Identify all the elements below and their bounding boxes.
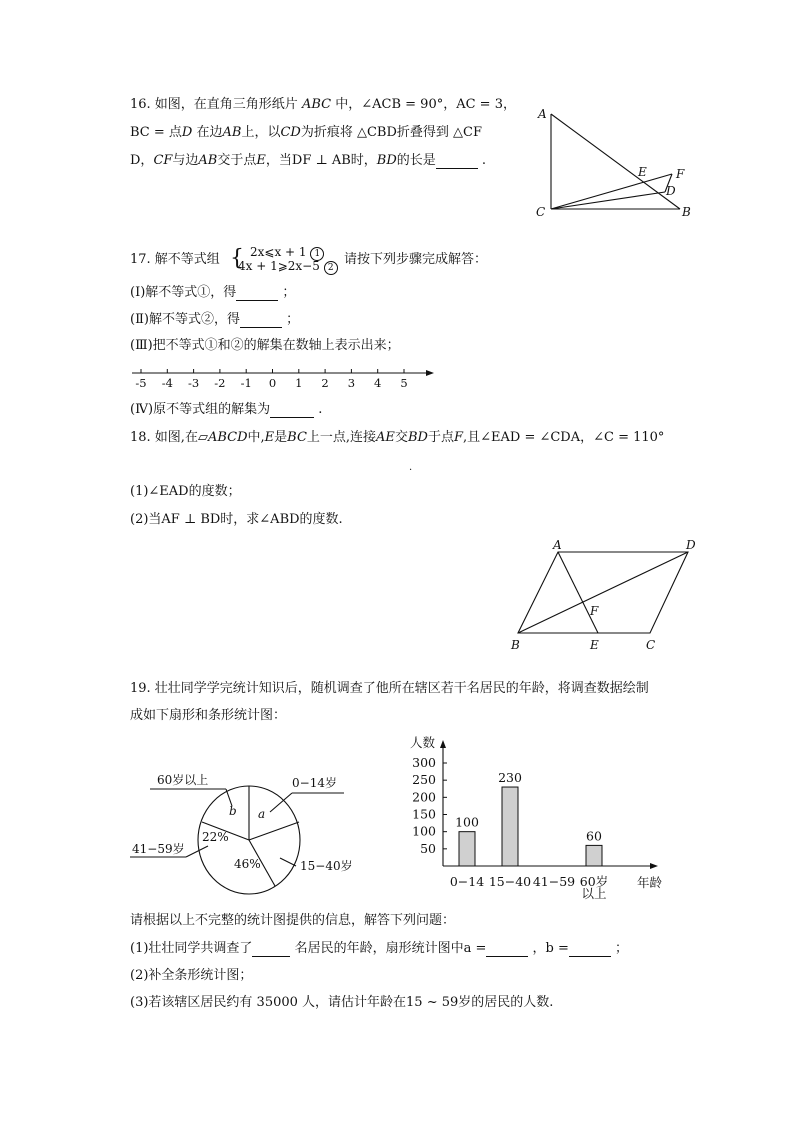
bar-value-label: 60	[586, 828, 602, 844]
q17-lead: 17. 解不等式组	[130, 252, 220, 267]
q17-step4-blank[interactable]	[270, 404, 314, 418]
bar-60岁以上	[586, 845, 602, 866]
q19-line1: 19. 壮壮同学学完统计知识后，随机调查了他所在辖区若干名居民的年龄，将调查数据绘制	[130, 681, 649, 696]
q18-part2: (2)当AF ⊥ BD时，求∠ABD的度数.	[130, 512, 343, 527]
q17-tick-label: -1	[240, 376, 252, 390]
q17-step4: (Ⅳ)原不等式组的解集为 .	[130, 402, 323, 417]
q18-parallelogram-ABCD	[518, 552, 688, 633]
bar-ytick-label: 100	[412, 823, 436, 839]
q17-tick-label: -5	[135, 376, 147, 390]
q19-total-blank[interactable]	[252, 943, 290, 957]
q17-brace: {	[230, 246, 244, 271]
q17-axis-arrow	[426, 370, 434, 376]
pie-label-60: 60岁以上	[157, 773, 209, 787]
q17-tick-label: 2	[321, 376, 329, 390]
q17-tick-label: -3	[187, 376, 200, 390]
q18-label-C: C	[646, 638, 656, 652]
q17-tick-label: 5	[400, 376, 408, 390]
bar-value-label: 230	[498, 770, 522, 786]
pie-radius-left	[202, 822, 249, 840]
q16-segment-CD	[551, 192, 665, 209]
bar-ytick-label: 50	[420, 840, 436, 856]
bar-ytick-label: 250	[412, 772, 436, 788]
q18-segment-AE	[558, 552, 598, 633]
q17-tick-label: 0	[268, 376, 277, 390]
bar-ytick-label: 150	[412, 806, 436, 822]
q18-label-F: F	[590, 604, 599, 618]
q17-tick-label: -2	[214, 376, 226, 390]
q17-step3: (Ⅲ)把不等式①和②的解集在数轴上表示出来；	[130, 338, 400, 353]
q17-tick-label: 4	[374, 376, 382, 390]
q18-part1: (1)∠EAD的度数；	[130, 484, 241, 499]
bar-value-label: 100	[455, 814, 479, 830]
pie-label-0-14: 0−14岁	[292, 776, 337, 790]
q18-label-E: E	[590, 638, 599, 652]
q17-step1-blank[interactable]	[236, 287, 278, 301]
q16-line3: D，CF与边AB交于点E，当DF ⊥ AB时，BD的长是 .	[130, 153, 487, 168]
bar-ytick-label: 300	[412, 755, 436, 770]
pie-circle	[198, 786, 300, 894]
leader-41-59b	[186, 846, 208, 857]
pie-slice-46: 46%	[234, 857, 261, 871]
q17-step1: (Ⅰ)解不等式①，得 ；	[130, 285, 296, 300]
q19-part3: (3)若该辖区居民约有 35000 人，请估计年龄在15 ~ 59岁的居民的人数.	[130, 995, 554, 1010]
pie-radius-bottom	[249, 840, 275, 886]
bar-ytick-label: 200	[412, 789, 436, 805]
pie-slice-22: 22%	[202, 830, 229, 844]
q16-label-B: B	[682, 205, 691, 219]
bar-category-label: 41−59	[532, 874, 576, 889]
pie-radius-right	[249, 822, 299, 840]
pie-label-41-59: 41−59岁	[132, 842, 185, 856]
q19-b-blank[interactable]	[569, 943, 611, 957]
q16-segment-AB	[551, 114, 680, 209]
q17-tick-label: 3	[347, 376, 356, 390]
q19-ask: 请根据以上不完整的统计图提供的信息，解答下列问题：	[130, 913, 456, 928]
q19-part2: (2)补全条形统计图；	[130, 968, 253, 983]
pie-slice-b: b	[229, 804, 237, 818]
bar-category-label-2: 以上	[581, 886, 607, 901]
bar-x-arrow	[650, 863, 658, 869]
q18-dot: .	[409, 462, 413, 473]
q18-label-A: A	[553, 538, 562, 552]
q16-label-F: F	[676, 167, 685, 181]
q18-line1: 18. 如图,在▱ABCD中,E是BC上一点,连接AE交BD于点F,且∠EAD = ∠CDA，∠C = 110°	[130, 430, 665, 445]
q16-label-E: E	[638, 165, 647, 179]
leader-60b	[226, 789, 232, 806]
q18-label-D: D	[686, 538, 696, 552]
bar-y-arrow	[440, 740, 446, 748]
bar-category-label: 0−14	[449, 874, 485, 889]
q17-circle-2: 2	[324, 261, 338, 275]
q19-a-blank[interactable]	[486, 943, 528, 957]
q19-line2: 成如下扇形和条形统计图：	[130, 708, 287, 723]
bar-xlabel: 年龄	[637, 875, 663, 890]
q17-circle-1: 1	[310, 247, 324, 261]
q16-label-C: C	[536, 205, 546, 219]
q16-label-D: D	[666, 184, 676, 198]
bar-ylabel: 人数	[410, 735, 436, 750]
q16-label-A: A	[538, 107, 547, 121]
q17-tail: 请按下列步骤完成解答：	[344, 252, 488, 267]
bar-category-label: 60岁	[579, 874, 609, 889]
leader-0-14	[270, 793, 292, 812]
pie-slice-a: a	[258, 807, 266, 821]
q16-segment-CF	[551, 174, 672, 209]
bar-0−14	[459, 832, 475, 866]
q18-segment-BD	[518, 552, 688, 633]
leader-15-40	[280, 858, 296, 866]
q17-step2: (Ⅱ)解不等式②，得 ；	[130, 312, 300, 327]
q16-answer-blank[interactable]	[436, 155, 478, 169]
q16-segment-FD	[665, 174, 672, 192]
bar-15−40	[502, 787, 518, 866]
q17-tick-label: 1	[295, 376, 303, 390]
bar-category-label: 15−40	[488, 874, 532, 889]
q17-tick-label: -4	[161, 376, 173, 390]
q17-inequality-1: 2x⩽x + 1 1	[250, 246, 324, 261]
q17-inequality-2: 4x + 1⩾2x−5 2	[238, 260, 338, 275]
q19-part1: (1)壮壮同学共调查了 名居民的年龄，扇形统计图中a = ，b = ；	[130, 941, 628, 956]
pie-label-15-40: 15−40岁	[300, 859, 353, 873]
q16-line1: 16. 如图，在直角三角形纸片 ABC 中，∠ACB = 90°，AC = 3，	[130, 97, 516, 112]
q16-line2: BC = 点D 在边AB上，以CD为折痕将 △CBD折叠得到 △CF	[130, 125, 482, 140]
q18-label-B: B	[511, 638, 520, 652]
q17-step2-blank[interactable]	[240, 314, 282, 328]
